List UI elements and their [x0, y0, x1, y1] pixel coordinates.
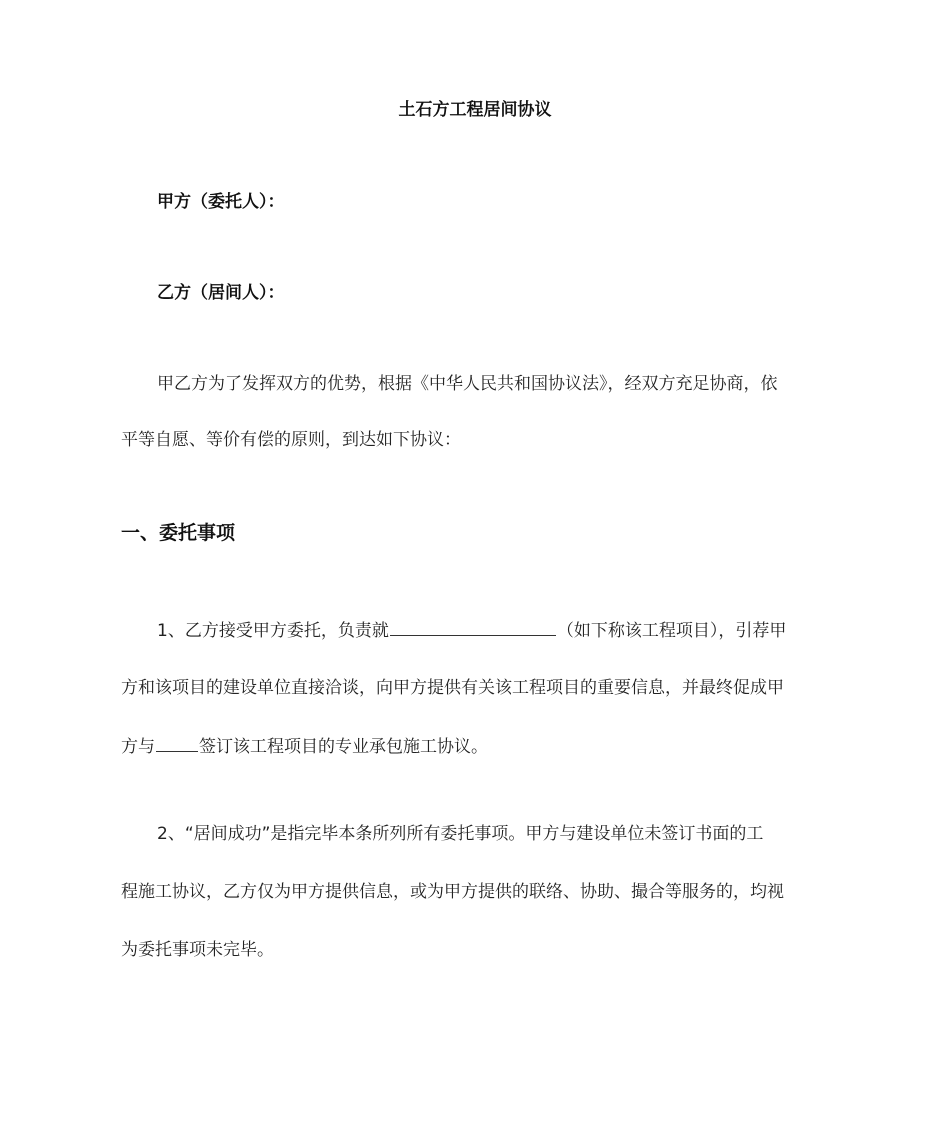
- project-name-blank: [390, 618, 556, 636]
- clause-1-line-1: [157, 618, 867, 643]
- party-a-label: 甲方（委托人）：: [157, 192, 285, 212]
- preamble-line-1: 甲乙方为了发挥双方的优势，根据《中华人民共和国协议法》，经双方充足协商，依: [157, 374, 778, 394]
- clause-1-line-3: [121, 734, 831, 759]
- section-1-heading: 一、委托事项: [121, 522, 236, 544]
- preamble-line-2: 平等自愿、等价有偿的原则，到达如下协议：: [121, 430, 461, 450]
- counterparty-blank: [156, 734, 198, 752]
- clause-1-text-b: （如下称该工程项目），引荐甲: [556, 621, 787, 641]
- clause-1-line-2: 方和该项目的建设单位直接洽谈，向甲方提供有关该工程项目的重要信息，并最终促成甲: [121, 678, 784, 698]
- clause-2-line-2: 程施工协议，乙方仅为甲方提供信息，或为甲方提供的联络、协助、撮合等服务的，均视: [121, 882, 784, 902]
- clause-1-text-c: 方与: [121, 737, 155, 757]
- party-b-label: 乙方（居间人）：: [157, 283, 285, 303]
- clause-2-line-3: 为委托事项未完毕。: [121, 940, 274, 960]
- clause-2-line-1: 2、“居间成功”是指完毕本条所列所有委托事项。甲方与建设单位未签订书面的工: [157, 824, 764, 844]
- clause-1-text-d: 签订该工程项目的专业承包施工协议。: [199, 737, 488, 757]
- document-title: 土石方工程居间协议: [398, 100, 552, 120]
- clause-1-text-a: 1、乙方接受甲方委托，负责就: [157, 621, 389, 641]
